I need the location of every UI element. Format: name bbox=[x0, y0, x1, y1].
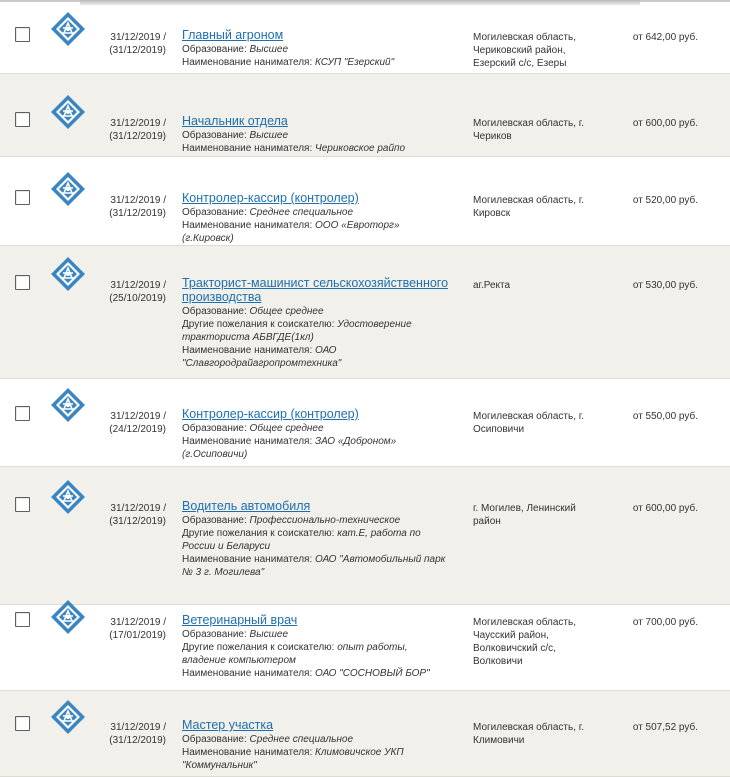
employer-line-value: ОАО "Славгородрайагропромтехника" bbox=[182, 345, 342, 369]
education-line-label: Образование: bbox=[182, 306, 247, 317]
select-checkbox[interactable] bbox=[15, 112, 30, 127]
vacancy-row bbox=[0, 74, 730, 157]
vacancy-title-link[interactable]: Контролер-кассир (контролер) bbox=[182, 191, 359, 205]
vacancy-title-link[interactable]: Ветеринарный врач bbox=[182, 613, 298, 627]
vacancy-location: Могилевская область, г. Кировск bbox=[473, 195, 584, 219]
vacancy-info bbox=[182, 499, 452, 579]
posted-date: (24/12/2019) bbox=[109, 424, 166, 435]
vacancy-info bbox=[182, 407, 452, 461]
vacancy-location: Могилевская область, Чаусский район, Волковичский с/с, Волковичи bbox=[473, 617, 576, 667]
education-line-value: Среднее специальное bbox=[249, 734, 354, 745]
vacancy-salary: от 530,00 руб. bbox=[632, 280, 698, 291]
employer-line-label: Наименование нанимателя: bbox=[182, 747, 313, 758]
expiry-date: 31/12/2019 / bbox=[110, 503, 166, 514]
posted-date: (25/10/2019) bbox=[109, 293, 166, 304]
employer-line-value: ЗАО «Доброном» (г.Осиповичи) bbox=[182, 436, 397, 460]
education-line-label: Образование: bbox=[182, 734, 247, 745]
expiry-date: 31/12/2019 / bbox=[110, 411, 166, 422]
education-line bbox=[182, 733, 452, 746]
vacancy-dates bbox=[100, 721, 166, 747]
vacancy-location: аг.Ректа bbox=[473, 280, 511, 291]
education-line-label: Образование: bbox=[182, 207, 247, 218]
vacancy-salary: от 600,00 руб. bbox=[632, 503, 698, 514]
requirements-line bbox=[182, 318, 452, 344]
expiry-date: 31/12/2019 / bbox=[110, 32, 166, 43]
employer-line-value: ООО «Евроторг» (г.Кировск) bbox=[182, 220, 400, 244]
vacancy-row bbox=[0, 379, 730, 467]
vacancy-info bbox=[182, 613, 452, 680]
vacancy-row bbox=[0, 467, 730, 605]
education-line bbox=[182, 514, 452, 527]
requirements-line-label: Другие пожелания к соискателю: bbox=[182, 528, 335, 539]
requirements-line bbox=[182, 527, 452, 553]
select-checkbox[interactable] bbox=[15, 27, 30, 42]
employer-line-value: ОАО "Автомобильный парк № 3 г. Могилева" bbox=[182, 554, 446, 578]
employer-line bbox=[182, 667, 452, 680]
vacancy-dates bbox=[100, 279, 166, 305]
employer-line-value: ОАО "СОСНОВЫЙ БОР" bbox=[315, 668, 430, 679]
vacancy-dates bbox=[100, 616, 166, 642]
education-line bbox=[182, 206, 452, 219]
vacancy-info bbox=[182, 114, 452, 155]
posted-date: (17/01/2019) bbox=[109, 630, 166, 641]
vacancy-info bbox=[182, 28, 452, 69]
employment-service-logo-icon bbox=[50, 94, 86, 130]
expiry-date: 31/12/2019 / bbox=[110, 617, 166, 628]
vacancy-row bbox=[0, 6, 730, 74]
employer-line bbox=[182, 746, 452, 772]
employer-line bbox=[182, 219, 452, 245]
vacancy-dates bbox=[100, 117, 166, 143]
top-divider-shadow bbox=[80, 0, 640, 5]
education-line-value: Среднее специальное bbox=[249, 207, 354, 218]
vacancy-row bbox=[0, 246, 730, 379]
vacancy-row bbox=[0, 691, 730, 777]
employer-line bbox=[182, 56, 452, 69]
employment-service-logo-icon bbox=[50, 387, 86, 423]
vacancy-title-link[interactable]: Главный агроном bbox=[182, 28, 284, 42]
vacancy-location: Могилевская область, г. Чериков bbox=[473, 118, 584, 142]
vacancy-info bbox=[182, 718, 452, 772]
education-line-label: Образование: bbox=[182, 44, 247, 55]
posted-date: (31/12/2019) bbox=[109, 516, 166, 527]
employment-service-logo-icon bbox=[50, 599, 86, 635]
vacancy-title-link[interactable]: Мастер участка bbox=[182, 718, 274, 732]
education-line-value: Общее среднее bbox=[249, 423, 324, 434]
vacancy-salary: от 550,00 руб. bbox=[632, 411, 698, 422]
expiry-date: 31/12/2019 / bbox=[110, 118, 166, 129]
vacancy-location: Могилевская область, Чериковский район, Езерский с/с, Езеры bbox=[473, 32, 576, 69]
vacancy-dates bbox=[100, 502, 166, 528]
employer-line-label: Наименование нанимателя: bbox=[182, 345, 313, 356]
education-line bbox=[182, 305, 452, 318]
education-line-value: Высшее bbox=[249, 629, 288, 640]
requirements-line-value: опыт работы, владение компьютером bbox=[182, 642, 408, 666]
requirements-line-label: Другие пожелания к соискателю: bbox=[182, 319, 335, 330]
education-line bbox=[182, 129, 452, 142]
vacancy-title-link[interactable]: Водитель автомобиля bbox=[182, 499, 311, 513]
employer-line-value: КСУП "Езерский" bbox=[315, 57, 395, 68]
employer-line-label: Наименование нанимателя: bbox=[182, 143, 313, 154]
vacancy-salary: от 700,00 руб. bbox=[632, 617, 698, 628]
employer-line bbox=[182, 553, 452, 579]
employer-line-label: Наименование нанимателя: bbox=[182, 668, 313, 679]
vacancy-location: Могилевская область, г. Климовичи bbox=[473, 722, 584, 746]
vacancy-title-link[interactable]: Начальник отдела bbox=[182, 114, 288, 128]
posted-date: (31/12/2019) bbox=[109, 208, 166, 219]
vacancy-info bbox=[182, 276, 452, 370]
requirements-line bbox=[182, 641, 452, 667]
requirements-line-label: Другие пожелания к соискателю: bbox=[182, 642, 335, 653]
vacancy-salary: от 600,00 руб. bbox=[632, 118, 698, 129]
education-line bbox=[182, 43, 452, 56]
expiry-date: 31/12/2019 / bbox=[110, 722, 166, 733]
employer-line-value: Климовичское УКП "Коммунальник" bbox=[182, 747, 404, 771]
employer-line-label: Наименование нанимателя: bbox=[182, 554, 313, 565]
education-line-label: Образование: bbox=[182, 423, 247, 434]
vacancy-salary: от 507,52 руб. bbox=[632, 722, 698, 733]
vacancy-dates bbox=[100, 194, 166, 220]
vacancy-title-link[interactable]: Тракторист-машинист сельскохозяйственного производства bbox=[182, 276, 449, 304]
vacancy-location: Могилевская область, г. Осиповичи bbox=[473, 411, 584, 435]
vacancy-location: г. Могилев, Ленинский район bbox=[473, 503, 576, 527]
expiry-date: 31/12/2019 / bbox=[110, 280, 166, 291]
vacancy-salary: от 520,00 руб. bbox=[632, 195, 698, 206]
requirements-line-value: Удостоверение тракториста АБВГДЕ(1кл) bbox=[182, 319, 412, 343]
education-line-value: Общее среднее bbox=[249, 306, 324, 317]
requirements-line-value: кат.Е, работа по России и Беларуси bbox=[182, 528, 421, 552]
posted-date: (31/12/2019) bbox=[109, 131, 166, 142]
select-checkbox[interactable] bbox=[15, 716, 30, 731]
select-checkbox[interactable] bbox=[15, 612, 30, 627]
employer-line bbox=[182, 142, 452, 155]
vacancy-row bbox=[0, 605, 730, 691]
employment-service-logo-icon bbox=[50, 171, 86, 207]
select-checkbox[interactable] bbox=[15, 190, 30, 205]
employment-service-logo-icon bbox=[50, 256, 86, 292]
employment-service-logo-icon bbox=[50, 699, 86, 735]
education-line-label: Образование: bbox=[182, 629, 247, 640]
vacancy-dates bbox=[100, 31, 166, 57]
education-line-value: Высшее bbox=[249, 44, 288, 55]
employer-line bbox=[182, 344, 452, 370]
select-checkbox[interactable] bbox=[15, 497, 30, 512]
employment-service-logo-icon bbox=[50, 11, 86, 47]
posted-date: (31/12/2019) bbox=[109, 735, 166, 746]
education-line-value: Профессионально-техническое bbox=[249, 515, 401, 526]
employer-line-label: Наименование нанимателя: bbox=[182, 220, 313, 231]
expiry-date: 31/12/2019 / bbox=[110, 195, 166, 206]
education-line-label: Образование: bbox=[182, 515, 247, 526]
education-line bbox=[182, 628, 452, 641]
employer-line-label: Наименование нанимателя: bbox=[182, 436, 313, 447]
employment-service-logo-icon bbox=[50, 479, 86, 515]
employer-line-value: Чериковское райпо bbox=[315, 143, 406, 154]
vacancy-salary: от 642,00 руб. bbox=[632, 32, 698, 43]
education-line-label: Образование: bbox=[182, 130, 247, 141]
vacancy-dates bbox=[100, 410, 166, 436]
employer-line bbox=[182, 435, 452, 461]
education-line-value: Высшее bbox=[249, 130, 288, 141]
select-checkbox[interactable] bbox=[15, 275, 30, 290]
vacancy-row bbox=[0, 157, 730, 246]
posted-date: (31/12/2019) bbox=[109, 45, 166, 56]
vacancy-title-link[interactable]: Контролер-кассир (контролер) bbox=[182, 407, 359, 421]
education-line bbox=[182, 422, 452, 435]
select-checkbox[interactable] bbox=[15, 406, 30, 421]
vacancy-info bbox=[182, 191, 452, 245]
employer-line-label: Наименование нанимателя: bbox=[182, 57, 313, 68]
